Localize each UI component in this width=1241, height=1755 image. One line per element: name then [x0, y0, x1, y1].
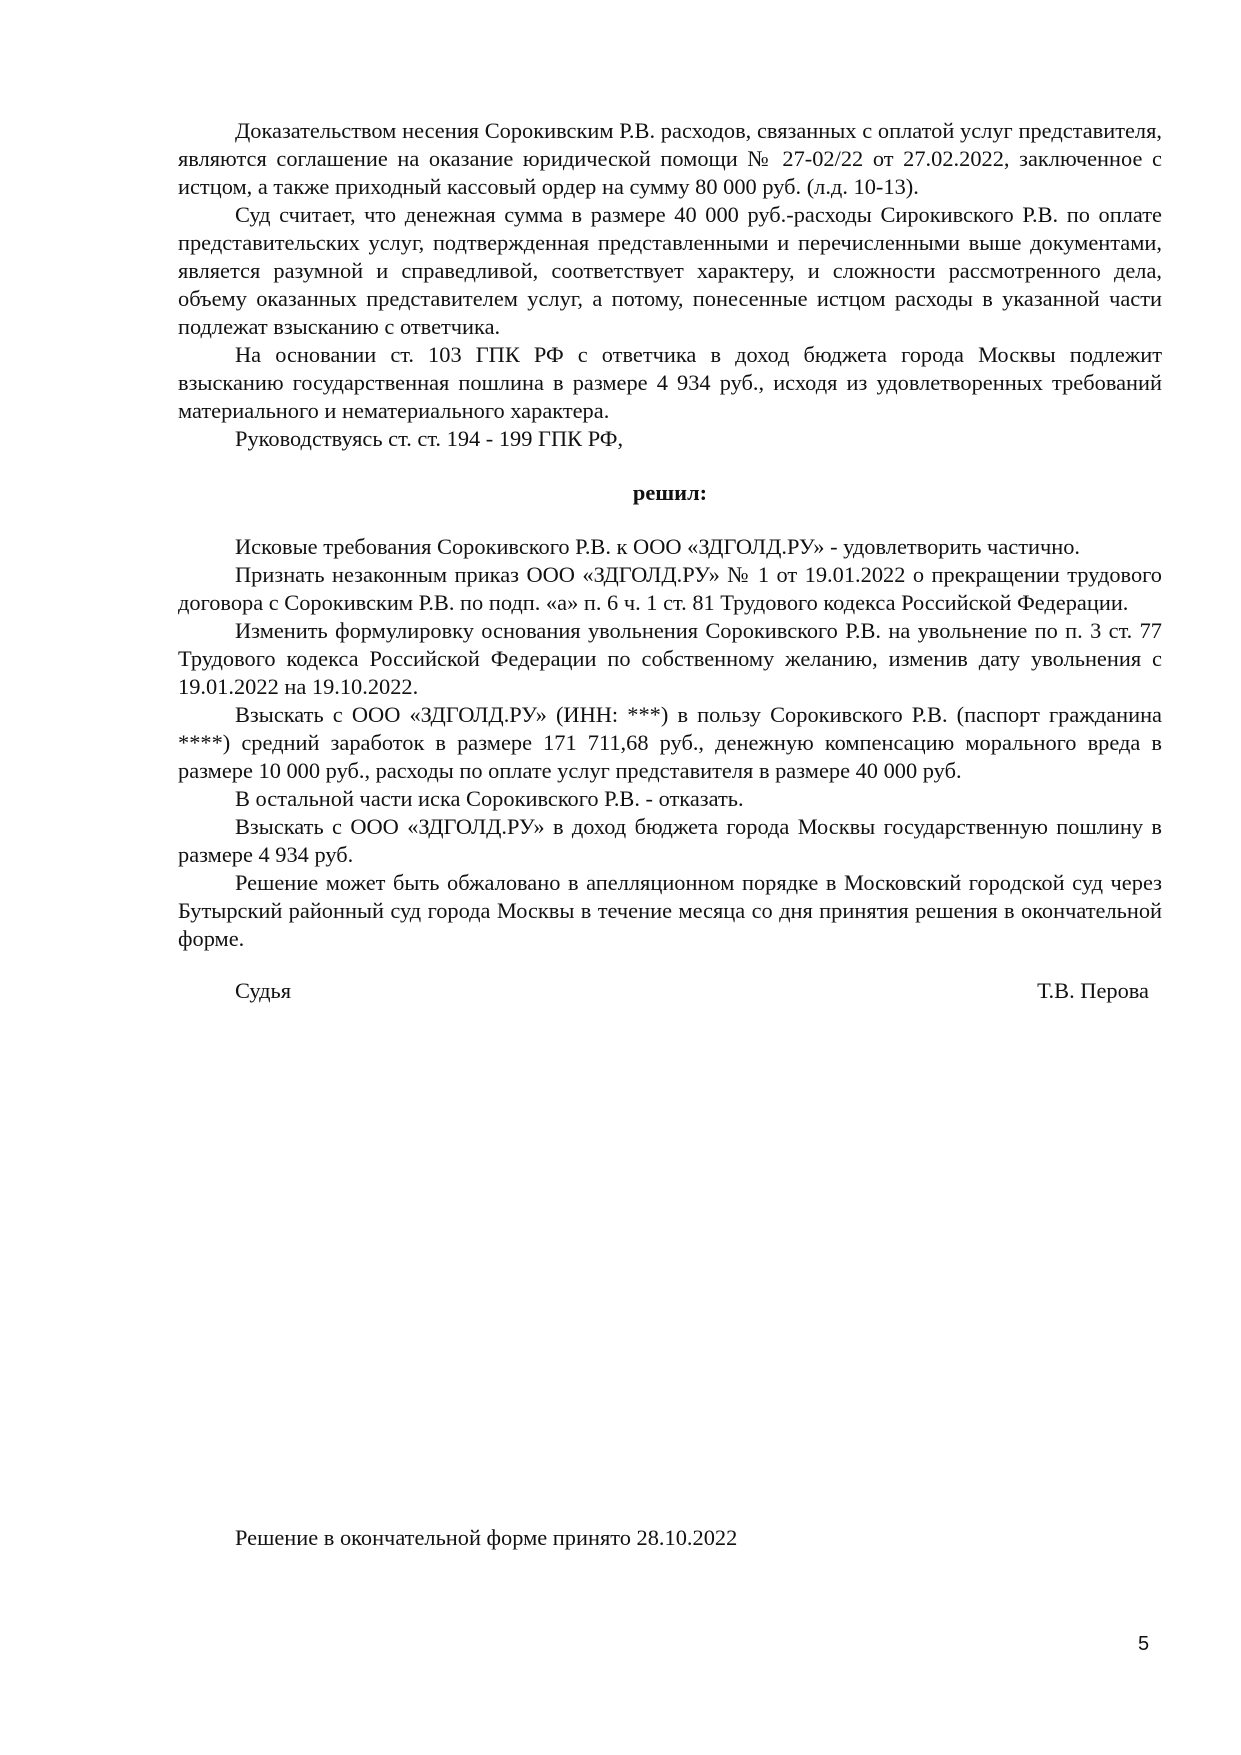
- paragraph-order-unlawful: Признать незаконным приказ ООО «ЗДГОЛД.РУ» № 1 от 19.01.2022 о прекращении трудового договора с Сорокивским Р.В. по подп. «а» п. 6 ч. 1 ст. 81 Трудового кодекса Российской Федерации.: [178, 562, 1162, 615]
- paragraph-state-duty: На основании ст. 103 ГПК РФ с ответчика в доход бюджета города Москвы подлежит взысканию государственная пошлина в размере 4 934 руб., исходя из удовлетворенных требований материального и нематериального характера.: [178, 342, 1162, 423]
- paragraph-claim-partially-granted: Исковые требования Сорокивского Р.В. к ООО «ЗДГОЛД.РУ» - удовлетворить частично.: [235, 534, 1081, 559]
- paragraph-state-duty-recovery: Взыскать с ООО «ЗДГОЛД.РУ» в доход бюджета города Москвы государственную пошлину в размере 4 934 руб.: [178, 814, 1162, 867]
- paragraph-expense-evidence: Доказательством несения Сорокивским Р.В. расходов, связанных с оплатой услуг представителя, являются соглашение на оказание юридической помощи № 27-02/22 от 27.02.2022, заключенное с истцом, а также приходный кассовый ордер на сумму 80 000 руб. (л.д. 10-13).: [178, 118, 1162, 199]
- paragraph-appeal-notice: Решение может быть обжаловано в апелляционном порядке в Московский городской суд через Бутырский районный суд города Москвы в течение месяца со дня принятия решения в окончательной форме.: [178, 870, 1162, 951]
- document-body: [178, 117, 1162, 1005]
- signature-name: Т.В. Перова: [1037, 978, 1149, 1003]
- paragraph-remainder-denied: В остальной части иска Сорокивского Р.В. - отказать.: [235, 786, 744, 811]
- signature-block: [178, 977, 1162, 1005]
- decision-heading: решил:: [632, 480, 708, 505]
- decision-heading-wrap: [178, 453, 1162, 533]
- paragraph-recovery-amounts: Взыскать с ООО «ЗДГОЛД.РУ» (ИНН: ***) в пользу Сорокивского Р.В. (паспорт гражданина ****) средний заработок в размере 171 711,68 руб., денежную компенсацию морального вреда в размере 10 000 руб., расходы по оплате услуг представителя в размере 40 000 руб.: [178, 702, 1162, 783]
- paragraph-dismissal-reason-change: Изменить формулировку основания увольнения Сорокивского Р.В. на увольнение по п. 3 ст. 77 Трудового кодекса Российской Федерации по собственному желанию, изменив дату увольнения с 19.01.2022 на 19.10.2022.: [178, 618, 1162, 699]
- page-number: 5: [1138, 1633, 1150, 1655]
- final-form-note: Решение в окончательной форме принято 28.10.2022: [235, 1525, 738, 1550]
- signature-role: Судья: [235, 978, 292, 1003]
- paragraph-court-assessment: Суд считает, что денежная сумма в размере 40 000 руб.-расходы Сирокивского Р.В. по оплате представительских услуг, подтвержденная представленными и перечисленными выше документами, является разумной и справедливой, соответствует характеру, и сложности рассмотренного дела, объему оказанных представителем услуг, а потому, понесенные истцом расходы в указанной части подлежат взысканию с ответчика.: [178, 202, 1162, 339]
- paragraph-legal-basis: Руководствуясь ст. ст. 194 - 199 ГПК РФ,: [235, 426, 624, 451]
